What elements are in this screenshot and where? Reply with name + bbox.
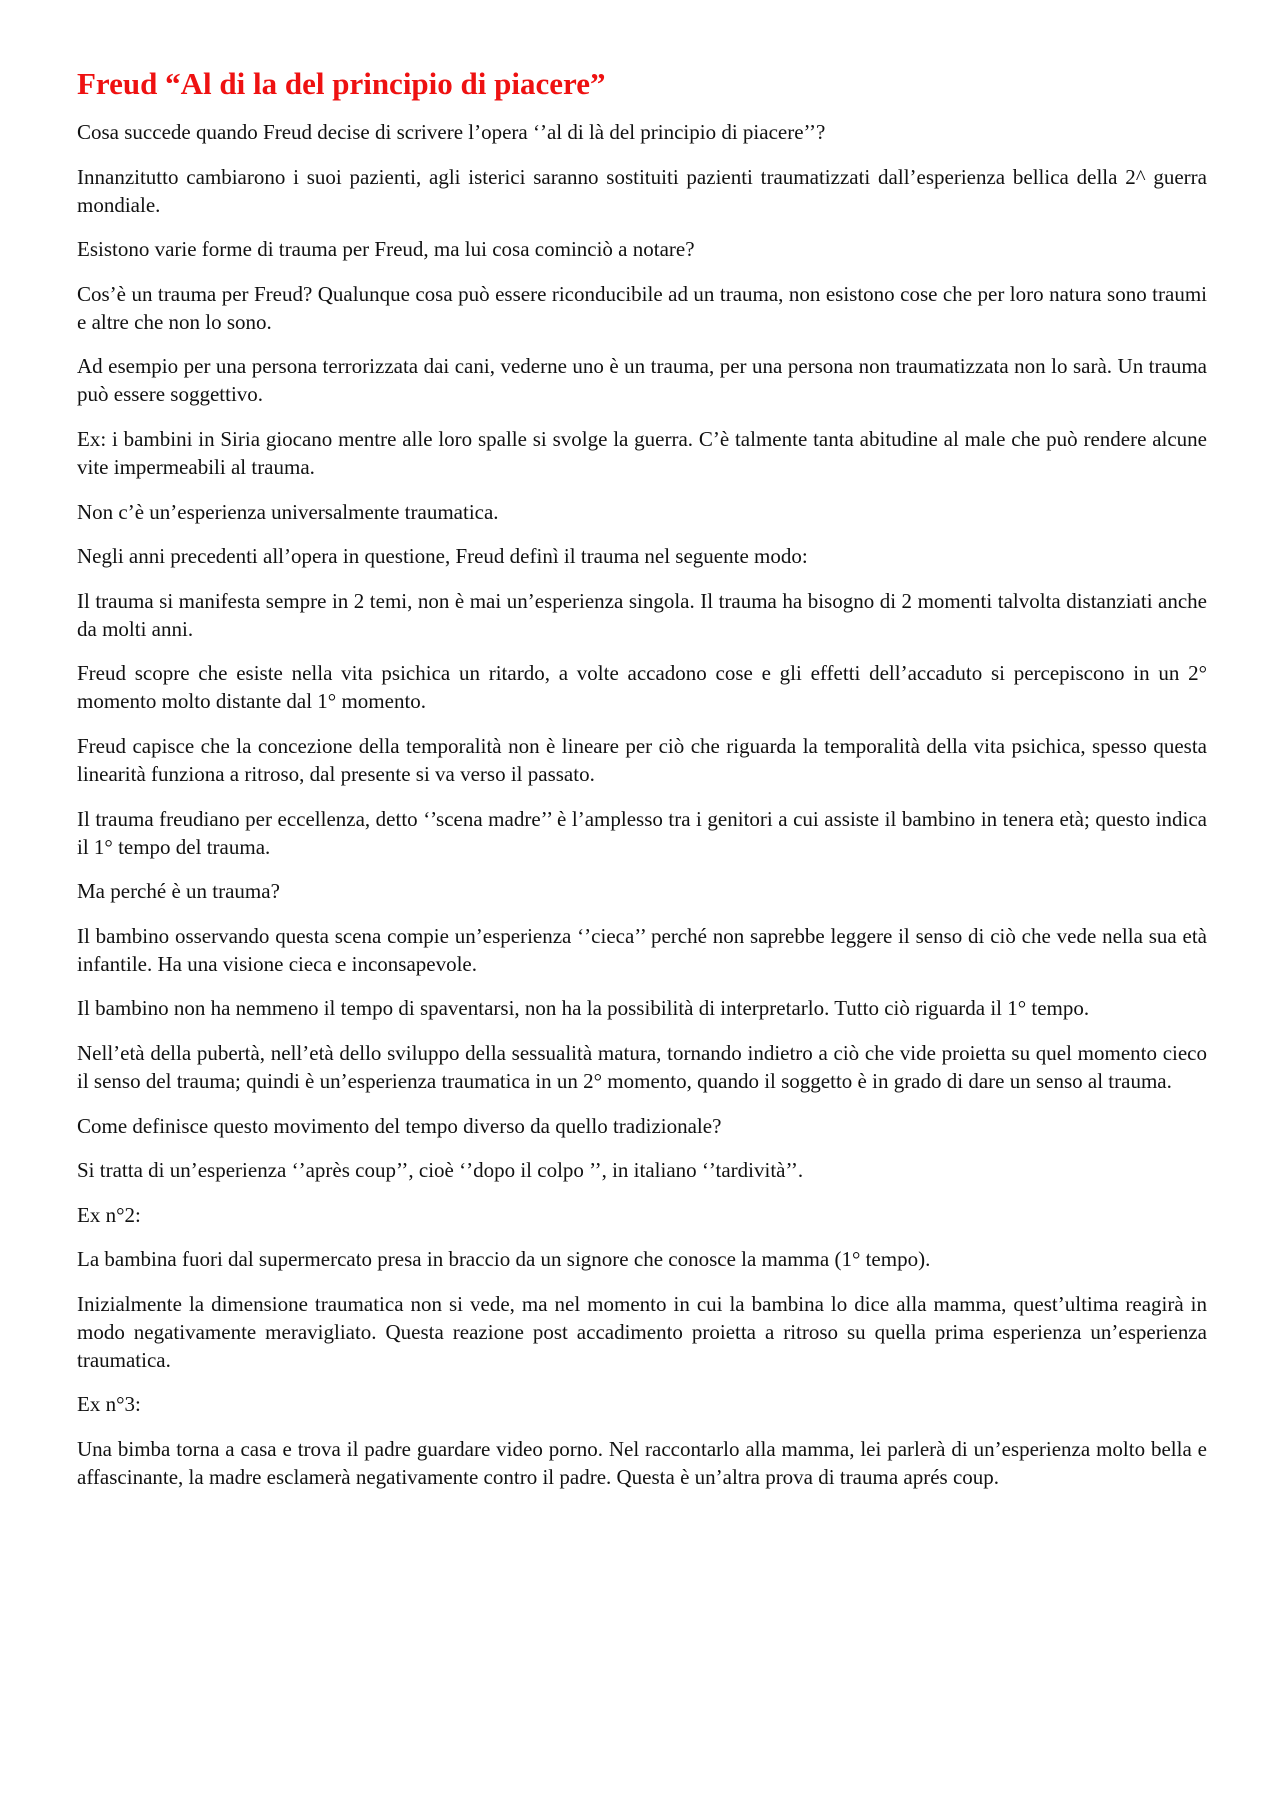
paragraph-9: Il trauma si manifesta sempre in 2 temi, non è mai un’esperienza singola. Il trauma ha bisogno di 2 momenti talvolta distanziati anche da molti anni. xyxy=(77,588,1207,641)
paragraph-14: Il bambino osservando questa scena compie un’esperienza ‘’cieca’’ perché non saprebbe leggere il senso di ciò che vede nella sua età infantile. Ha una visione cieca e inconsapevole. xyxy=(77,923,1207,976)
paragraph-23: Una bimba torna a casa e trova il padre guardare video porno. Nel raccontarlo alla mamma, lei parlerà di un’esperienza molto bella e affascinante, la madre esclamerà negativamente contro il padre. Questa è un’altra prova di trauma aprés coup. xyxy=(77,1437,1207,1490)
paragraph-8: Negli anni precedenti all’opera in questione, Freud definì il trauma nel seguente modo: xyxy=(77,544,808,569)
document-title: Freud “Al di la del principio di piacere” xyxy=(77,66,606,101)
paragraph-20: La bambina fuori dal supermercato presa in braccio da un signore che conosce la mamma (1° tempo). xyxy=(77,1247,931,1272)
document-page xyxy=(77,66,1207,1508)
paragraph-21: Inizialmente la dimensione traumatica non si vede, ma nel momento in cui la bambina lo dice alla mamma, quest’ultima reagirà in modo negativamente meravigliato. Questa reazione post accadimento proietta a ritroso su quella prima esperienza un’esperienza traumatica. xyxy=(77,1291,1207,1372)
paragraph-19: Ex n°2: xyxy=(77,1202,141,1227)
paragraph-22: Ex n°3: xyxy=(77,1392,141,1417)
paragraph-18: Si tratta di un’esperienza ‘’après coup’’, cioè ‘’dopo il colpo ’’, in italiano ‘’tardività’’. xyxy=(77,1158,804,1183)
paragraph-16: Nell’età della pubertà, nell’età dello sviluppo della sessualità matura, tornando indietro a ciò che vide proietta su quel momento cieco il senso del trauma; quindi è un’esperienza traumatica in un 2° momento, quando il soggetto è in grado di dare un senso al trauma. xyxy=(77,1040,1207,1093)
paragraph-4: Cos’è un trauma per Freud? Qualunque cosa può essere riconducibile ad un trauma, non esistono cose che per loro natura sono traumi e altre che non lo sono. xyxy=(77,281,1207,334)
paragraph-10: Freud scopre che esiste nella vita psichica un ritardo, a volte accadono cose e gli effetti dell’accaduto si percepiscono in un 2° momento molto distante dal 1° momento. xyxy=(77,661,1207,714)
paragraph-17: Come definisce questo movimento del tempo diverso da quello tradizionale? xyxy=(77,1113,722,1138)
paragraph-13: Ma perché è un trauma? xyxy=(77,879,280,904)
paragraph-12: Il trauma freudiano per eccellenza, detto ‘’scena madre’’ è l’amplesso tra i genitori a cui assiste il bambino in tenera età; questo indica il 1° tempo del trauma. xyxy=(77,806,1207,859)
paragraph-11: Freud capisce che la concezione della temporalità non è lineare per ciò che riguarda la temporalità della vita psichica, spesso questa linearità funziona a ritroso, dal presente si va verso il passato. xyxy=(77,733,1207,786)
paragraph-15: Il bambino non ha nemmeno il tempo di spaventarsi, non ha la possibilità di interpretarlo. Tutto ciò riguarda il 1° tempo. xyxy=(77,996,1090,1021)
paragraph-7: Non c’è un’esperienza universalmente traumatica. xyxy=(77,499,499,524)
paragraph-1: Cosa succede quando Freud decise di scrivere l’opera ‘’al di là del principio di piacere’’? xyxy=(77,120,826,144)
paragraph-2: Innanzitutto cambiarono i suoi pazienti, agli isterici saranno sostituiti pazienti traumatizzati dall’esperienza bellica della 2^ guerra mondiale. xyxy=(77,164,1207,217)
paragraph-3: Esistono varie forme di trauma per Freud, ma lui cosa cominciò a notare? xyxy=(77,237,695,262)
paragraph-6: Ex: i bambini in Siria giocano mentre alle loro spalle si svolge la guerra. C’è talmente tanta abitudine al male che può rendere alcune vite impermeabili al trauma. xyxy=(77,426,1207,479)
paragraph-5: Ad esempio per una persona terrorizzata dai cani, vederne uno è un trauma, per una persona non traumatizzata non lo sarà. Un trauma può essere soggettivo. xyxy=(77,354,1207,407)
